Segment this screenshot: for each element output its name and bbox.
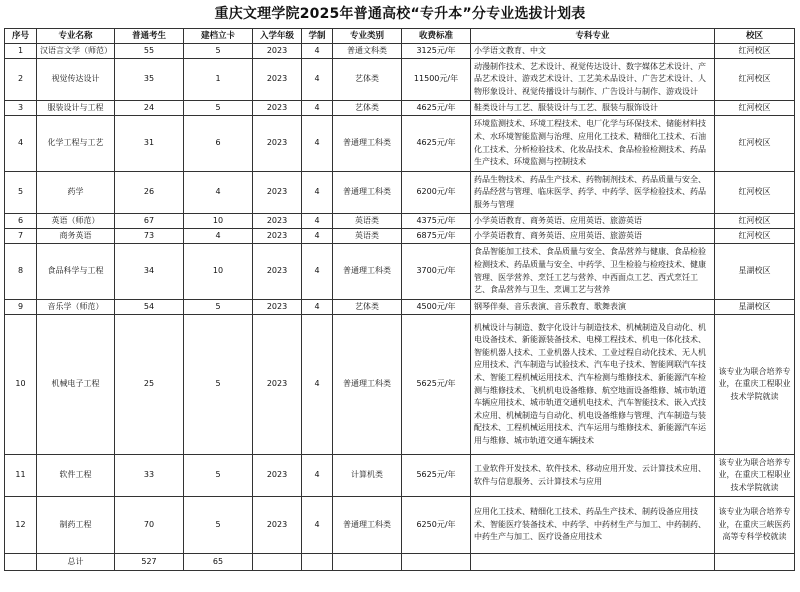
fee-cell: 5625元/年 [402, 455, 471, 497]
regular-quota-cell: 25 [115, 315, 184, 455]
duration-cell: 4 [302, 214, 333, 229]
campus-cell: 该专业为联合培养专业，在重庆工程职业技术学院就读 [715, 315, 795, 455]
total-empty-cell [715, 554, 795, 571]
enroll-year-cell: 2023 [253, 300, 302, 315]
seq-cell: 4 [5, 116, 37, 172]
card-quota-cell: 5 [184, 101, 253, 116]
major-name-cell: 英语（师范） [37, 214, 115, 229]
source-majors-cell: 食品智能加工技术、食品质量与安全、食品营养与健康、食品检验检测技术、药品质量与安全、中药学、卫生检验与检疫技术、健康管理、医学营养、烹饪工艺与营养、中西面点工艺、西式烹饪工艺、食品营养与卫生、烹调工艺与营养 [471, 244, 715, 300]
card-quota-cell: 5 [184, 300, 253, 315]
card-quota-cell: 5 [184, 44, 253, 59]
source-majors-cell: 环境监测技术、环境工程技术、电厂化学与环保技术、储能材料技术、水环境智能监测与治理、应用化工技术、精细化工技术、石油化工技术、分析检验技术、化妆品技术、食品检验检测技术、药品生产技术、环境监测与控制技术 [471, 116, 715, 172]
header-year: 入学年级 [253, 29, 302, 44]
campus-cell: 该专业为联合培养专业，在重庆三峡医药高等专科学校就读 [715, 497, 795, 554]
seq-cell: 6 [5, 214, 37, 229]
duration-cell: 4 [302, 497, 333, 554]
header-row [5, 29, 795, 44]
category-cell: 普通理工科类 [333, 244, 402, 300]
header-duration: 学制 [302, 29, 333, 44]
fee-cell: 3700元/年 [402, 244, 471, 300]
source-majors-cell: 应用化工技术、精细化工技术、药品生产技术、制药设备应用技术、智能医疗装备技术、中药学、中药材生产与加工、中药制药、中药生产与加工、医疗设备应用技术 [471, 497, 715, 554]
enroll-year-cell: 2023 [253, 315, 302, 455]
category-cell: 英语类 [333, 214, 402, 229]
total-regular: 527 [115, 554, 184, 571]
regular-quota-cell: 33 [115, 455, 184, 497]
header-regular: 普通考生 [115, 29, 184, 44]
major-name-cell: 商务英语 [37, 229, 115, 244]
table-row [5, 172, 795, 214]
duration-cell: 4 [302, 229, 333, 244]
table-row [5, 315, 795, 455]
table-row [5, 59, 795, 101]
table-row [5, 229, 795, 244]
duration-cell: 4 [302, 300, 333, 315]
seq-cell: 7 [5, 229, 37, 244]
header-majors: 专科专业 [471, 29, 715, 44]
enroll-year-cell: 2023 [253, 229, 302, 244]
table-body [5, 44, 795, 554]
campus-cell: 该专业为联合培养专业，在重庆工程职业技术学院就读 [715, 455, 795, 497]
regular-quota-cell: 26 [115, 172, 184, 214]
enroll-year-cell: 2023 [253, 116, 302, 172]
card-quota-cell: 5 [184, 315, 253, 455]
fee-cell: 4625元/年 [402, 101, 471, 116]
regular-quota-cell: 31 [115, 116, 184, 172]
card-quota-cell: 4 [184, 172, 253, 214]
enroll-year-cell: 2023 [253, 244, 302, 300]
major-name-cell: 视觉传达设计 [37, 59, 115, 101]
category-cell: 普通理工科类 [333, 497, 402, 554]
header-campus: 校区 [715, 29, 795, 44]
category-cell: 英语类 [333, 229, 402, 244]
source-majors-cell: 小学英语教育、商务英语、应用英语、旅游英语 [471, 229, 715, 244]
header-fee: 收费标准 [402, 29, 471, 44]
major-name-cell: 机械电子工程 [37, 315, 115, 455]
fee-cell: 4500元/年 [402, 300, 471, 315]
campus-cell: 红河校区 [715, 172, 795, 214]
regular-quota-cell: 35 [115, 59, 184, 101]
fee-cell: 3125元/年 [402, 44, 471, 59]
fee-cell: 6250元/年 [402, 497, 471, 554]
campus-cell: 红河校区 [715, 116, 795, 172]
regular-quota-cell: 34 [115, 244, 184, 300]
major-name-cell: 药学 [37, 172, 115, 214]
seq-cell: 9 [5, 300, 37, 315]
major-name-cell: 化学工程与工艺 [37, 116, 115, 172]
document-title: 重庆文理学院2025年普通高校“专升本”分专业选拔计划表 [214, 6, 586, 22]
total-seq-cell [5, 554, 37, 571]
total-row [5, 554, 795, 571]
seq-cell: 8 [5, 244, 37, 300]
header-category: 专业类别 [333, 29, 402, 44]
fee-cell: 4375元/年 [402, 214, 471, 229]
card-quota-cell: 5 [184, 497, 253, 554]
source-majors-cell: 动漫制作技术、艺术设计、视觉传达设计、数字媒体艺术设计、产品艺术设计、游戏艺术设计、工艺美术品设计、广告艺术设计、人物形象设计、视觉传播设计与制作、广告设计与制作、游戏设计 [471, 59, 715, 101]
category-cell: 普通理工科类 [333, 172, 402, 214]
table-row [5, 101, 795, 116]
campus-cell: 星湖校区 [715, 300, 795, 315]
major-name-cell: 软件工程 [37, 455, 115, 497]
card-quota-cell: 10 [184, 214, 253, 229]
category-cell: 普通文科类 [333, 44, 402, 59]
seq-cell: 10 [5, 315, 37, 455]
regular-quota-cell: 67 [115, 214, 184, 229]
category-cell: 艺体类 [333, 300, 402, 315]
source-majors-cell: 小学语文教育、中文 [471, 44, 715, 59]
enroll-year-cell: 2023 [253, 44, 302, 59]
major-name-cell: 制药工程 [37, 497, 115, 554]
regular-quota-cell: 70 [115, 497, 184, 554]
category-cell: 计算机类 [333, 455, 402, 497]
enroll-year-cell: 2023 [253, 497, 302, 554]
total-empty-cell [253, 554, 302, 571]
category-cell: 艺体类 [333, 59, 402, 101]
seq-cell: 1 [5, 44, 37, 59]
card-quota-cell: 6 [184, 116, 253, 172]
major-name-cell: 食品科学与工程 [37, 244, 115, 300]
total-empty-cell [471, 554, 715, 571]
fee-cell: 11500元/年 [402, 59, 471, 101]
header-name: 专业名称 [37, 29, 115, 44]
fee-cell: 4625元/年 [402, 116, 471, 172]
campus-cell: 星湖校区 [715, 244, 795, 300]
regular-quota-cell: 73 [115, 229, 184, 244]
source-majors-cell: 鞋类设计与工艺、服装设计与工艺、服装与服饰设计 [471, 101, 715, 116]
total-empty-cell [302, 554, 333, 571]
total-empty-cell [402, 554, 471, 571]
table-row [5, 455, 795, 497]
duration-cell: 4 [302, 244, 333, 300]
table-row [5, 300, 795, 315]
fee-cell: 6875元/年 [402, 229, 471, 244]
card-quota-cell: 4 [184, 229, 253, 244]
enrollment-plan-table [4, 28, 795, 571]
enroll-year-cell: 2023 [253, 101, 302, 116]
seq-cell: 12 [5, 497, 37, 554]
regular-quota-cell: 24 [115, 101, 184, 116]
source-majors-cell: 机械设计与制造、数字化设计与制造技术、机械制造及自动化、机电设备技术、新能源装备技术、电梯工程技术、机电一体化技术、智能机器人技术、工业机器人技术、工业过程自动化技术、无人机应用技术、汽车制造与试验技术、汽车电子技术、智能网联汽车技术、智能工程机械运用技术、汽车检测与维修技术、新能源汽车检测与维修技术、飞机机电设备维修、航空地面设备维修、城市轨道车辆应用技术、城市轨道交通机电技术、汽车智能技术、嵌入式技术应用、机械制造与自动化、机电设备维修与管理、汽车制造与装配技术、工程机械运用技术、汽车运用与维修技术、新能源汽车运用与维修、城市轨道交通车辆技术 [471, 315, 715, 455]
campus-cell: 红河校区 [715, 44, 795, 59]
seq-cell: 3 [5, 101, 37, 116]
card-quota-cell: 1 [184, 59, 253, 101]
enroll-year-cell: 2023 [253, 214, 302, 229]
source-majors-cell: 小学英语教育、商务英语、应用英语、旅游英语 [471, 214, 715, 229]
duration-cell: 4 [302, 116, 333, 172]
enroll-year-cell: 2023 [253, 172, 302, 214]
table-row [5, 44, 795, 59]
total-card: 65 [184, 554, 253, 571]
major-name-cell: 音乐学（师范） [37, 300, 115, 315]
total-label: 总计 [37, 554, 115, 571]
enroll-year-cell: 2023 [253, 455, 302, 497]
duration-cell: 4 [302, 172, 333, 214]
campus-cell: 红河校区 [715, 101, 795, 116]
category-cell: 普通理工科类 [333, 116, 402, 172]
source-majors-cell: 工业软件开发技术、软件技术、移动应用开发、云计算技术应用、软件与信息服务、云计算技术与应用 [471, 455, 715, 497]
table-row [5, 214, 795, 229]
regular-quota-cell: 54 [115, 300, 184, 315]
card-quota-cell: 5 [184, 455, 253, 497]
table-row [5, 244, 795, 300]
fee-cell: 5625元/年 [402, 315, 471, 455]
table-row [5, 497, 795, 554]
seq-cell: 2 [5, 59, 37, 101]
duration-cell: 4 [302, 44, 333, 59]
total-empty-cell [333, 554, 402, 571]
regular-quota-cell: 55 [115, 44, 184, 59]
duration-cell: 4 [302, 455, 333, 497]
card-quota-cell: 10 [184, 244, 253, 300]
major-name-cell: 汉语言文学（师范） [37, 44, 115, 59]
source-majors-cell: 钢琴伴奏、音乐表演、音乐教育、歌舞表演 [471, 300, 715, 315]
source-majors-cell: 药品生物技术、药品生产技术、药物制剂技术、药品质量与安全、药品经营与管理、临床医学、药学、中药学、医学检验技术、药品服务与管理 [471, 172, 715, 214]
header-seq: 序号 [5, 29, 37, 44]
fee-cell: 6200元/年 [402, 172, 471, 214]
campus-cell: 红河校区 [715, 229, 795, 244]
category-cell: 艺体类 [333, 101, 402, 116]
header-card: 建档立卡 [184, 29, 253, 44]
campus-cell: 红河校区 [715, 59, 795, 101]
major-name-cell: 服装设计与工程 [37, 101, 115, 116]
seq-cell: 5 [5, 172, 37, 214]
seq-cell: 11 [5, 455, 37, 497]
duration-cell: 4 [302, 315, 333, 455]
enroll-year-cell: 2023 [253, 59, 302, 101]
table-row [5, 116, 795, 172]
campus-cell: 红河校区 [715, 214, 795, 229]
category-cell: 普通理工科类 [333, 315, 402, 455]
duration-cell: 4 [302, 101, 333, 116]
duration-cell: 4 [302, 59, 333, 101]
